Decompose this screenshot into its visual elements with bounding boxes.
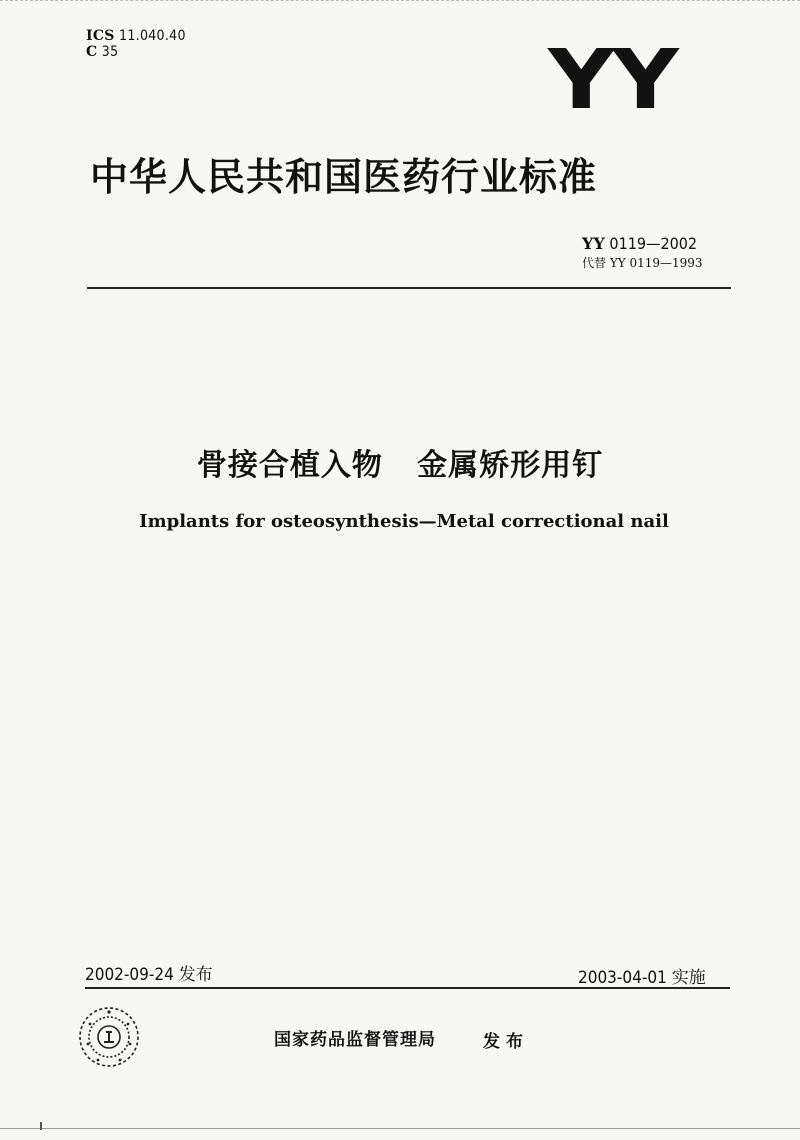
ics-label: ICS (86, 28, 115, 44)
implementation-date-label: 实施 (671, 968, 706, 988)
ics-code (86, 28, 186, 44)
standard-classification-title: 中华人民共和国医药行业标准 (90, 155, 598, 199)
footer-divider (85, 987, 730, 989)
ccode-value: 35 (101, 44, 119, 60)
publish-label: 发布 (483, 1032, 529, 1052)
scan-edge-top (0, 0, 800, 7)
issue-date-label: 发布 (178, 965, 213, 985)
implementation-date-value: 2003-04-01 (578, 968, 667, 988)
document-title-chinese: 骨接合植入物 金属矫形用钉 (196, 448, 604, 483)
standard-number (582, 234, 697, 253)
standard-number-value: 0119—2002 (609, 234, 698, 253)
issue-date (85, 960, 213, 985)
scan-mark (40, 1122, 42, 1130)
issue-date-value: 2002-09-24 (85, 965, 174, 985)
implementation-date (578, 963, 706, 988)
scan-edge-bottom (0, 1128, 800, 1131)
publisher-name: 国家药品监督管理局 (274, 1030, 436, 1050)
ccode-label: C (86, 44, 98, 60)
header-divider (87, 287, 731, 289)
replaces-standard: 代替 YY 0119—1993 (582, 256, 703, 270)
document-title-english: Implants for osteosynthesis—Metal correctional nail (139, 511, 669, 532)
ics-value: 11.040.40 (119, 28, 186, 44)
official-seal-icon (76, 1004, 142, 1070)
yy-logo: YY (548, 33, 677, 128)
standard-prefix: YY (582, 234, 605, 253)
classification-code (86, 44, 118, 60)
